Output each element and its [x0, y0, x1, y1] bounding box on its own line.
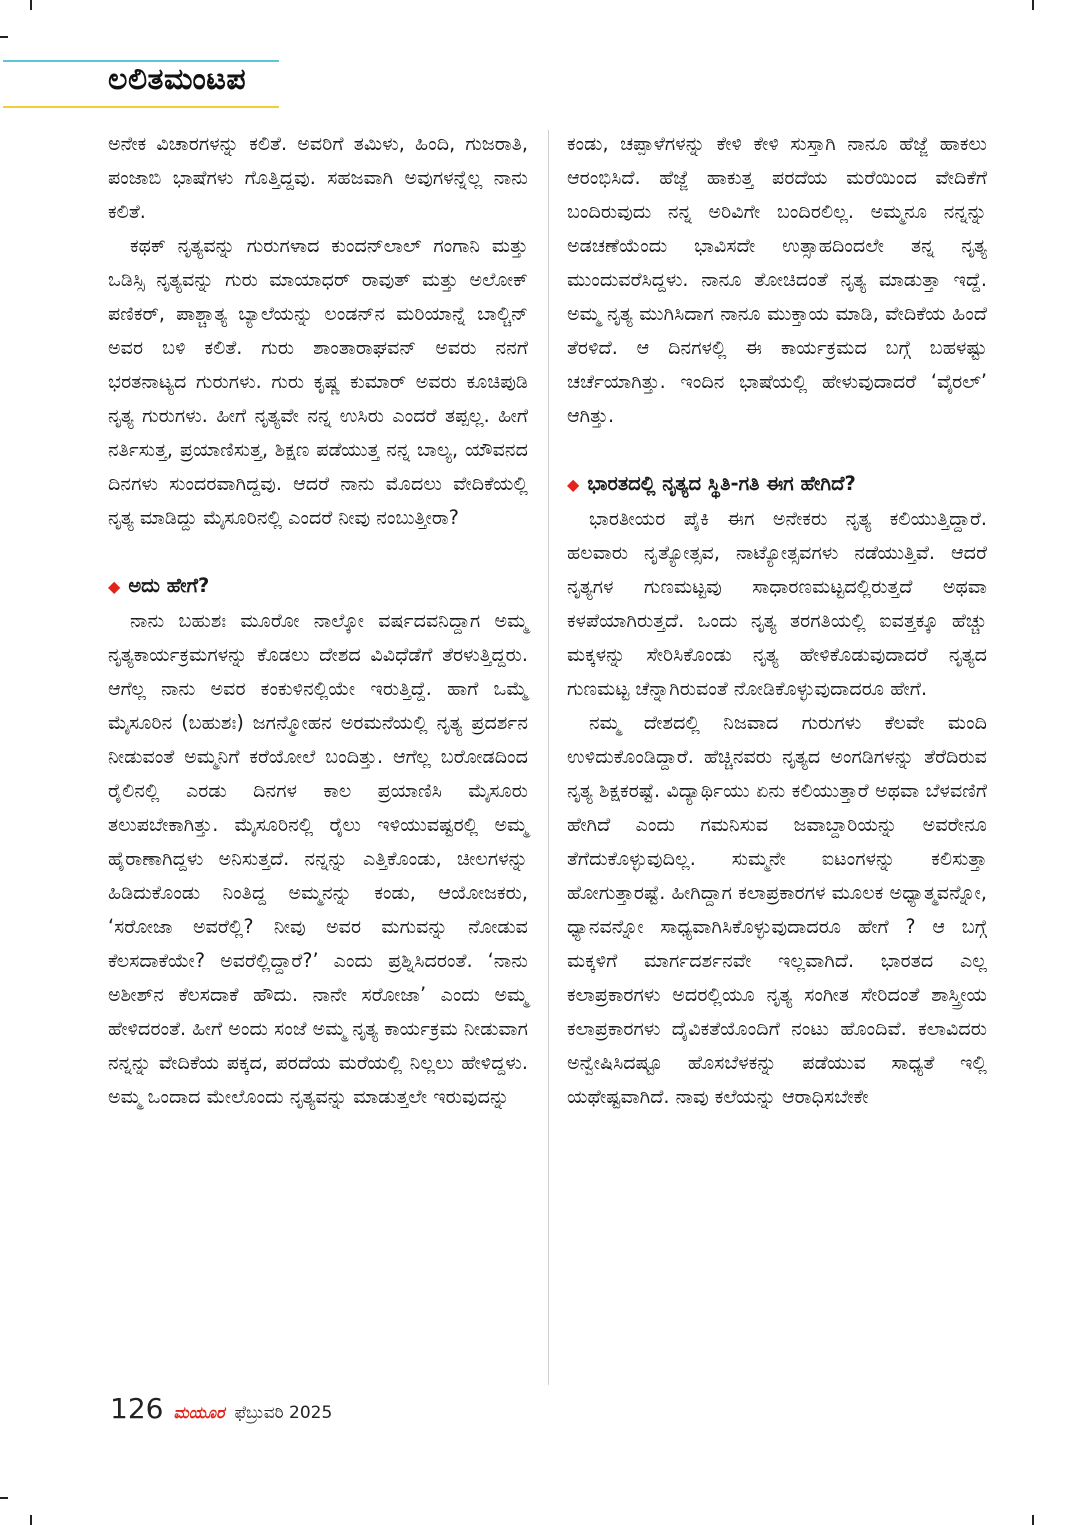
- diamond-icon: ◆: [567, 475, 580, 494]
- magazine-logo: ಮಯೂರ: [173, 1403, 225, 1422]
- paragraph: ನಮ್ಮ ದೇಶದಲ್ಲಿ ನಿಜವಾದ ಗುರುಗಳು ಕೆಲವೇ ಮಂದಿ ಉಳಿದುಕೊಂಡಿದ್ದಾರೆ. ಹೆಚ್ಚಿನವರು ನೃತ್ಯದ ಅಂಗಡಿಗಳನ್ನು ತೆರೆದಿರುವ ನೃತ್ಯ ಶಿಕ್ಷಕರಷ್ಟೆ. ವಿದ್ಯಾರ್ಥಿಯು ಏನು ಕಲಿಯುತ್ತಾರೆ ಅಥವಾ ಬೆಳವಣಿಗೆ ಹೇಗಿದೆ ಎಂದು ಗಮನಿಸುವ ಜವಾಬ್ದಾರಿಯನ್ನು ಅವರೇನೂ ತೆಗೆದುಕೊಳ್ಳುವುದಿಲ್ಲ. ಸುಮ್ಮನೇ ಐಟಂಗಳನ್ನು ಕಲಿಸುತ್ತಾ ಹೋಗುತ್ತಾರಷ್ಟೆ. ಹೀಗಿದ್ದಾಗ ಕಲಾಪ್ರಕಾರಗಳ ಮೂಲಕ ಅಧ್ಯಾತ್ಮವನ್ನೋ, ಧ್ಯಾನವನ್ನೋ ಸಾಧ್ಯವಾಗಿಸಿಕೊಳ್ಳುವುದಾದರೂ ಹೇಗೆ ? ಆ ಬಗ್ಗೆ ಮಕ್ಕಳಿಗೆ ಮಾರ್ಗದರ್ಶನವೇ ಇಲ್ಲವಾಗಿದೆ. ಭಾರತದ ಎಲ್ಲ ಕಲಾಪ್ರಕಾರಗಳು ಅದರಲ್ಲಿಯೂ ನೃತ್ಯ ಸಂಗೀತ ಸೇರಿದಂತೆ ಶಾಸ್ತ್ರೀಯ ಕಲಾಪ್ರಕಾರಗಳು ದೈವಿಕತೆಯೊಂದಿಗೆ ನಂಟು ಹೊಂದಿವೆ. ಕಲಾವಿದರು ಅನ್ವೇಷಿಸಿದಷ್ಟೂ ಹೊಸಬೆಳಕನ್ನು ಪಡೆಯುವ ಸಾಧ್ಯತೆ ಇಲ್ಲಿ ಯಥೇಷ್ಟವಾಗಿದೆ. ನಾವು ಕಲೆಯನ್ನು ಆರಾಧಿಸಬೇಕೇ: [567, 711, 987, 1108]
- left-column: [108, 127, 528, 1114]
- right-column: [567, 127, 987, 1114]
- crop-mark: [1032, 1515, 1034, 1525]
- paragraph: ಕಥಕ್ ನೃತ್ಯವನ್ನು ಗುರುಗಳಾದ ಕುಂದನ್‌ಲಾಲ್ ಗಂಗಾನಿ ಮತ್ತು ಒಡಿಸ್ಸಿ ನೃತ್ಯವನ್ನು ಗುರು ಮಾಯಾಧರ್ ರಾವುತ್ ಮತ್ತು ಅಲೋಕ್ ಪಣಿಕರ್, ಪಾಶ್ಚಾತ್ಯ ಬ್ಯಾಲೆಯನ್ನು ಲಂಡನ್‌ನ ಮರಿಯಾನ್ನೆ ಬಾಲ್ಚಿನ್ ಅವರ ಬಳಿ ಕಲಿತೆ. ಗುರು ಶಾಂತಾರಾಘವನ್ ಅವರು ನನಗೆ ಭರತನಾಟ್ಯದ ಗುರುಗಳು. ಗುರು ಕೃಷ್ಣ ಕುಮಾರ್ ಅವರು ಕೂಚಿಪುಡಿ ನೃತ್ಯ ಗುರುಗಳು. ಹೀಗೆ ನೃತ್ಯವೇ ನನ್ನ ಉಸಿರು ಎಂದರೆ ತಪ್ಪಲ್ಲ. ಹೀಗೆ ನರ್ತಿಸುತ್ತ, ಪ್ರಯಾಣಿಸುತ್ತ, ಶಿಕ್ಷಣ ಪಡೆಯುತ್ತ ನನ್ನ ಬಾಲ್ಯ, ಯೌವನದ ದಿನಗಳು ಸುಂದರವಾಗಿದ್ದವು. ಆದರೆ ನಾನು ಮೊದಲು ವೇದಿಕೆಯಲ್ಲಿ ನೃತ್ಯ ಮಾಡಿದ್ದು ಮೈಸೂರಿನಲ್ಲಿ ಎಂದರೆ ನೀವು ನಂಬುತ್ತೀರಾ?: [108, 234, 528, 529]
- diamond-icon: ◆: [108, 577, 121, 596]
- question-text: ಭಾರತದಲ್ಲಿ ನೃತ್ಯದ ಸ್ಥಿತಿ-ಗತಿ ಈಗ ಹೇಗಿದೆ?: [587, 472, 856, 495]
- crop-mark: [30, 0, 32, 10]
- question-text: ಅದು ಹೇಗೆ?: [128, 574, 210, 597]
- crop-mark: [30, 1515, 32, 1525]
- spacer: [567, 433, 987, 467]
- section-title: ಲಲಿತಮಂಟಪ: [108, 62, 247, 97]
- issue-date: ಫೆಬ್ರುವರಿ 2025: [234, 1403, 333, 1423]
- page-number: 126: [110, 1392, 164, 1425]
- paragraph: ಭಾರತೀಯರ ಪೈಕಿ ಈಗ ಅನೇಕರು ನೃತ್ಯ ಕಲಿಯುತ್ತಿದ್ದಾರೆ. ಹಲವಾರು ನೃತ್ಯೋತ್ಸವ, ನಾಟ್ಯೋತ್ಸವಗಳು ನಡೆಯುತ್ತಿವೆ. ಆದರೆ ನೃತ್ಯಗಳ ಗುಣಮಟ್ಟವು ಸಾಧಾರಣಮಟ್ಟದಲ್ಲಿರುತ್ತದೆ ಅಥವಾ ಕಳಪೆಯಾಗಿರುತ್ತದೆ. ಒಂದು ನೃತ್ಯ ತರಗತಿಯಲ್ಲಿ ಐವತ್ತಕ್ಕೂ ಹೆಚ್ಚು ಮಕ್ಕಳನ್ನು ಸೇರಿಸಿಕೊಂಡು ನೃತ್ಯ ಹೇಳಿಕೊಡುವುದಾದರೆ ನೃತ್ಯದ ಗುಣಮಟ್ಟ ಚೆನ್ನಾಗಿರುವಂತೆ ನೋಡಿಕೊಳ್ಳುವುದಾದರೂ ಹೇಗೆ.: [567, 507, 987, 700]
- question-heading: [567, 467, 987, 502]
- column-divider: [548, 130, 549, 1385]
- spacer: [108, 535, 528, 569]
- header-rule-bottom: [3, 106, 279, 108]
- paragraph: ಕಂಡು, ಚಪ್ಪಾಳೆಗಳನ್ನು ಕೇಳಿ ಕೇಳಿ ಸುಸ್ತಾಗಿ ನಾನೂ ಹೆಜ್ಜೆ ಹಾಕಲು ಆರಂಭಿಸಿದೆ. ಹೆಜ್ಜೆ ಹಾಕುತ್ತ ಪರದೆಯ ಮರೆಯಿಂದ ವೇದಿಕೆಗೆ ಬಂದಿರುವುದು ನನ್ನ ಅರಿವಿಗೇ ಬಂದಿರಲಿಲ್ಲ. ಅಮ್ಮನೂ ನನ್ನನ್ನು ಅಡಚಣೆಯೆಂದು ಭಾವಿಸದೇ ಉತ್ಸಾಹದಿಂದಲೇ ತನ್ನ ನೃತ್ಯ ಮುಂದುವರೆಸಿದ್ದಳು. ನಾನೂ ತೋಚಿದಂತೆ ನೃತ್ಯ ಮಾಡುತ್ತಾ ಇದ್ದೆ. ಅಮ್ಮ ನೃತ್ಯ ಮುಗಿಸಿದಾಗ ನಾನೂ ಮುಕ್ತಾಯ ಮಾಡಿ, ವೇದಿಕೆಯ ಹಿಂದೆ ತೆರಳಿದೆ. ಆ ದಿನಗಳಲ್ಲಿ ಈ ಕಾರ್ಯಕ್ರಮದ ಬಗ್ಗೆ ಬಹಳಷ್ಟು ಚರ್ಚೆಯಾಗಿತ್ತು. ಇಂದಿನ ಭಾಷೆಯಲ್ಲಿ ಹೇಳುವುದಾದರೆ ‘ವೈರಲ್’ ಆಗಿತ್ತು.: [567, 132, 987, 427]
- question-heading: [108, 569, 528, 604]
- crop-mark: [0, 1497, 8, 1499]
- crop-mark: [0, 36, 8, 38]
- crop-mark: [1032, 0, 1034, 10]
- paragraph: ನಾನು ಬಹುಶಃ ಮೂರೋ ನಾಲ್ಕೋ ವರ್ಷದವನಿದ್ದಾಗ ಅಮ್ಮ ನೃತ್ಯಕಾರ್ಯಕ್ರಮಗಳನ್ನು ಕೊಡಲು ದೇಶದ ವಿವಿಧೆಡೆಗೆ ತೆರಳುತ್ತಿದ್ದರು. ಆಗೆಲ್ಲ ನಾನು ಅವರ ಕಂಕುಳಿನಲ್ಲಿಯೇ ಇರುತ್ತಿದ್ದೆ. ಹಾಗೆ ಒಮ್ಮೆ ಮೈಸೂರಿನ (ಬಹುಶಃ) ಜಗನ್ಮೋಹನ ಅರಮನೆಯಲ್ಲಿ ನೃತ್ಯ ಪ್ರದರ್ಶನ ನೀಡುವಂತೆ ಅಮ್ಮನಿಗೆ ಕರೆಯೋಲೆ ಬಂದಿತ್ತು. ಆಗೆಲ್ಲ ಬರೋಡದಿಂದ ರೈಲಿನಲ್ಲಿ ಎರಡು ದಿನಗಳ ಕಾಲ ಪ್ರಯಾಣಿಸಿ ಮೈಸೂರು ತಲುಪಬೇಕಾಗಿತ್ತು. ಮೈಸೂರಿನಲ್ಲಿ ರೈಲು ಇಳಿಯುವಷ್ಟರಲ್ಲಿ ಅಮ್ಮ ಹೈರಾಣಾಗಿದ್ದಳು ಅನಿಸುತ್ತದೆ. ನನ್ನನ್ನು ಎತ್ತಿಕೊಂಡು, ಚೀಲಗಳನ್ನು ಹಿಡಿದುಕೊಂಡು ನಿಂತಿದ್ದ ಅಮ್ಮನನ್ನು ಕಂಡು, ಆಯೋಜಕರು, ‘ಸರೋಜಾ ಅವರೆಲ್ಲಿ? ನೀವು ಅವರ ಮಗುವನ್ನು ನೋಡುವ ಕೆಲಸದಾಕೆಯೇ? ಅವರೆಲ್ಲಿದ್ದಾರೆ?’ ಎಂದು ಪ್ರಶ್ನಿಸಿದರಂತೆ. ‘ನಾನು ಅಶೀಶ್‌ನ ಕೆಲಸದಾಕೆ ಹೌದು. ನಾನೇ ಸರೋಜಾ’ ಎಂದು ಅಮ್ಮ ಹೇಳಿದರಂತೆ. ಹೀಗೆ ಅಂದು ಸಂಜೆ ಅಮ್ಮ ನೃತ್ಯ ಕಾರ್ಯಕ್ರಮ ನೀಡುವಾಗ ನನ್ನನ್ನು ವೇದಿಕೆಯ ಪಕ್ಕದ, ಪರದೆಯ ಮರೆಯಲ್ಲಿ ನಿಲ್ಲಲು ಹೇಳಿದ್ದಳು. ಅಮ್ಮ ಒಂದಾದ ಮೇಲೊಂದು ನೃತ್ಯವನ್ನು ಮಾಡುತ್ತಲೇ ಇರುವುದನ್ನು: [108, 609, 528, 1108]
- paragraph: ಅನೇಕ ವಿಚಾರಗಳನ್ನು ಕಲಿತೆ. ಅವರಿಗೆ ತಮಿಳು, ಹಿಂದಿ, ಗುಜರಾತಿ, ಪಂಜಾಬಿ ಭಾಷೆಗಳು ಗೊತ್ತಿದ್ದವು. ಸಹಜವಾಗಿ ಅವುಗಳನ್ನೆಲ್ಲ ನಾನು ಕಲಿತೆ.: [108, 132, 528, 223]
- page-footer: [110, 1392, 332, 1432]
